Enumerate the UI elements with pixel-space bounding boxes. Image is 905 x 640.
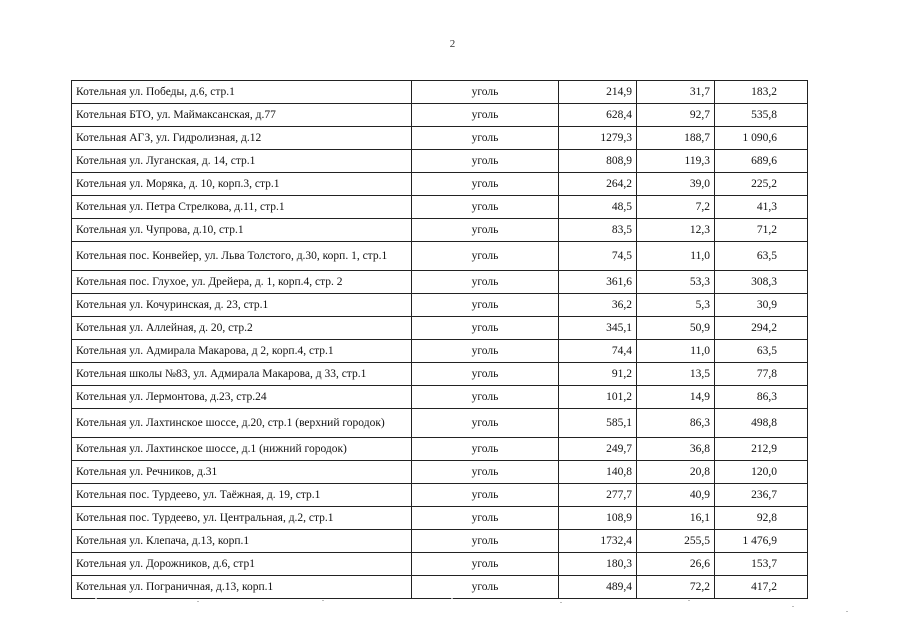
table-row — [72, 363, 808, 386]
table-row — [72, 530, 808, 553]
table-row — [72, 196, 808, 219]
value-1-cell: 1279,3 — [559, 127, 637, 150]
fuel-type-cell: уголь — [412, 438, 559, 461]
boiler-name-cell: Котельная ул. Луганская, д. 14, стр.1 — [72, 150, 412, 173]
value-1-cell: 489,4 — [559, 576, 637, 599]
fuel-type-cell: уголь — [412, 150, 559, 173]
table-row — [72, 294, 808, 317]
boiler-name-cell: Котельная ул. Лермонтова, д.23, стр.24 — [72, 386, 412, 409]
boiler-name-cell: Котельная БТО, ул. Маймаксанская, д.77 — [72, 104, 412, 127]
fuel-type-cell: уголь — [412, 484, 559, 507]
table-row — [72, 317, 808, 340]
table-row — [72, 576, 808, 599]
value-3-cell: 86,3 — [715, 386, 808, 409]
value-1-cell: 36,2 — [559, 294, 637, 317]
value-2-cell: 12,3 — [637, 219, 715, 242]
boiler-name-cell: Котельная пос. Турдеево, ул. Центральная, д.2, стр.1 — [72, 507, 412, 530]
boiler-name-cell: Котельная ул. Лахтинское шоссе, д.1 (нижний городок) — [72, 438, 412, 461]
value-3-cell: 1 476,9 — [715, 530, 808, 553]
table-row — [72, 104, 808, 127]
value-2-cell: 86,3 — [637, 409, 715, 438]
fuel-type-cell: уголь — [412, 127, 559, 150]
value-3-cell: 308,3 — [715, 271, 808, 294]
value-2-cell: 119,3 — [637, 150, 715, 173]
value-1-cell: 74,4 — [559, 340, 637, 363]
value-1-cell: 214,9 — [559, 81, 637, 104]
boiler-name-cell: Котельная ул. Кочуринская, д. 23, стр.1 — [72, 294, 412, 317]
value-1-cell: 808,9 — [559, 150, 637, 173]
boiler-name-cell: Котельная ул. Адмирала Макарова, д 2, корп.4, стр.1 — [72, 340, 412, 363]
value-3-cell: 225,2 — [715, 173, 808, 196]
boiler-name-cell: Котельная ул. Лахтинское шоссе, д.20, стр.1 (верхний городок) — [72, 409, 412, 438]
boiler-name-cell: Котельная пос. Турдеево, ул. Таёжная, д. 19, стр.1 — [72, 484, 412, 507]
value-3-cell: 41,3 — [715, 196, 808, 219]
fuel-type-cell: уголь — [412, 219, 559, 242]
boiler-name-cell: Котельная ул. Клепача, д.13, корп.1 — [72, 530, 412, 553]
table-row — [72, 150, 808, 173]
value-1-cell: 140,8 — [559, 461, 637, 484]
boiler-name-cell: Котельная АГЗ, ул. Гидролизная, д.12 — [72, 127, 412, 150]
value-3-cell: 183,2 — [715, 81, 808, 104]
boiler-name-cell: Котельная ул. Дорожников, д.6, стр1 — [72, 553, 412, 576]
value-1-cell: 628,4 — [559, 104, 637, 127]
fuel-type-cell: уголь — [412, 317, 559, 340]
value-3-cell: 153,7 — [715, 553, 808, 576]
table-row — [72, 219, 808, 242]
value-2-cell: 40,9 — [637, 484, 715, 507]
value-1-cell: 83,5 — [559, 219, 637, 242]
table-row — [72, 484, 808, 507]
fuel-type-cell: уголь — [412, 386, 559, 409]
value-3-cell: 294,2 — [715, 317, 808, 340]
value-2-cell: 39,0 — [637, 173, 715, 196]
boiler-name-cell: Котельная ул. Моряка, д. 10, корп.3, стр.1 — [72, 173, 412, 196]
value-3-cell: 212,9 — [715, 438, 808, 461]
value-1-cell: 277,7 — [559, 484, 637, 507]
value-2-cell: 255,5 — [637, 530, 715, 553]
value-2-cell: 50,9 — [637, 317, 715, 340]
table-row — [72, 507, 808, 530]
value-2-cell: 72,2 — [637, 576, 715, 599]
value-3-cell: 417,2 — [715, 576, 808, 599]
boiler-name-cell: Котельная ул. Петра Стрелкова, д.11, стр.1 — [72, 196, 412, 219]
fuel-type-cell: уголь — [412, 196, 559, 219]
table-row — [72, 386, 808, 409]
value-2-cell: 5,3 — [637, 294, 715, 317]
fuel-type-cell: уголь — [412, 242, 559, 271]
value-1-cell: 361,6 — [559, 271, 637, 294]
value-3-cell: 77,8 — [715, 363, 808, 386]
fuel-type-cell: уголь — [412, 173, 559, 196]
value-3-cell: 236,7 — [715, 484, 808, 507]
fuel-type-cell: уголь — [412, 461, 559, 484]
boiler-name-cell: Котельная ул. Пограничная, д.13, корп.1 — [72, 576, 412, 599]
table-row — [72, 438, 808, 461]
value-3-cell: 689,6 — [715, 150, 808, 173]
value-2-cell: 16,1 — [637, 507, 715, 530]
fuel-type-cell: уголь — [412, 81, 559, 104]
value-3-cell: 71,2 — [715, 219, 808, 242]
value-2-cell: 14,9 — [637, 386, 715, 409]
value-2-cell: 7,2 — [637, 196, 715, 219]
value-1-cell: 249,7 — [559, 438, 637, 461]
value-1-cell: 48,5 — [559, 196, 637, 219]
value-3-cell: 120,0 — [715, 461, 808, 484]
value-2-cell: 20,8 — [637, 461, 715, 484]
value-1-cell: 180,3 — [559, 553, 637, 576]
value-3-cell: 63,5 — [715, 340, 808, 363]
table-row — [72, 340, 808, 363]
table-row — [72, 127, 808, 150]
value-1-cell: 108,9 — [559, 507, 637, 530]
value-1-cell: 91,2 — [559, 363, 637, 386]
table-row — [72, 271, 808, 294]
table-row — [72, 553, 808, 576]
value-3-cell: 1 090,6 — [715, 127, 808, 150]
value-2-cell: 26,6 — [637, 553, 715, 576]
table-row — [72, 409, 808, 438]
value-1-cell: 585,1 — [559, 409, 637, 438]
fuel-type-cell: уголь — [412, 294, 559, 317]
boiler-name-cell: Котельная ул. Чупрова, д.10, стр.1 — [72, 219, 412, 242]
table-row — [72, 81, 808, 104]
value-2-cell: 53,3 — [637, 271, 715, 294]
value-2-cell: 13,5 — [637, 363, 715, 386]
value-3-cell: 92,8 — [715, 507, 808, 530]
fuel-type-cell: уголь — [412, 104, 559, 127]
fuel-type-cell: уголь — [412, 340, 559, 363]
value-3-cell: 30,9 — [715, 294, 808, 317]
value-3-cell: 535,8 — [715, 104, 808, 127]
value-2-cell: 11,0 — [637, 242, 715, 271]
value-2-cell: 36,8 — [637, 438, 715, 461]
table-body — [72, 81, 808, 599]
value-3-cell: 498,8 — [715, 409, 808, 438]
fuel-type-cell: уголь — [412, 271, 559, 294]
fuel-type-cell: уголь — [412, 409, 559, 438]
page-number: 2 — [449, 38, 456, 50]
value-3-cell: 63,5 — [715, 242, 808, 271]
boiler-name-cell: Котельная пос. Конвейер, ул. Льва Толстого, д.30, корп. 1, стр.1 — [72, 242, 412, 271]
fuel-type-cell: уголь — [412, 576, 559, 599]
value-1-cell: 264,2 — [559, 173, 637, 196]
boiler-name-cell: Котельная ул. Аллейная, д. 20, стр.2 — [72, 317, 412, 340]
table-row — [72, 461, 808, 484]
boiler-name-cell: Котельная школы №83, ул. Адмирала Макарова, д 33, стр.1 — [72, 363, 412, 386]
boiler-name-cell: Котельная пос. Глухое, ул. Дрейера, д. 1, корп.4, стр. 2 — [72, 271, 412, 294]
fuel-type-cell: уголь — [412, 507, 559, 530]
value-1-cell: 74,5 — [559, 242, 637, 271]
boiler-name-cell: Котельная ул. Победы, д.6, стр.1 — [72, 81, 412, 104]
value-2-cell: 92,7 — [637, 104, 715, 127]
boiler-fuel-table — [71, 80, 808, 599]
value-2-cell: 11,0 — [637, 340, 715, 363]
fuel-type-cell: уголь — [412, 530, 559, 553]
boiler-name-cell: Котельная ул. Речников, д.31 — [72, 461, 412, 484]
table-row — [72, 242, 808, 271]
value-2-cell: 188,7 — [637, 127, 715, 150]
value-1-cell: 101,2 — [559, 386, 637, 409]
table-row — [72, 173, 808, 196]
fuel-type-cell: уголь — [412, 553, 559, 576]
value-1-cell: 345,1 — [559, 317, 637, 340]
value-2-cell: 31,7 — [637, 81, 715, 104]
fuel-type-cell: уголь — [412, 363, 559, 386]
value-1-cell: 1732,4 — [559, 530, 637, 553]
